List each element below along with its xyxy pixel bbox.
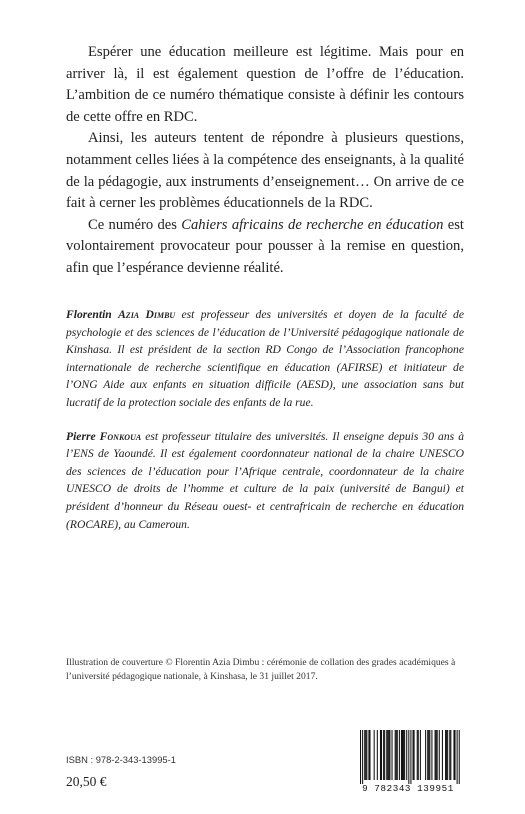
barcode-bar: [413, 730, 414, 780]
barcode-bar: [401, 730, 402, 780]
barcode-bar: [427, 730, 428, 780]
barcode-bar: [404, 730, 405, 780]
barcode-bar: [380, 730, 381, 780]
barcode-number: 9 782343 139951: [362, 783, 454, 794]
barcode-bar: [450, 730, 451, 780]
barcode-bar: [414, 730, 415, 780]
barcode-bar: [399, 730, 400, 780]
barcode-bar: [384, 730, 385, 780]
isbn-label: ISBN : 978-2-343-13995-1: [66, 754, 176, 765]
author-2-surname: Fonkoua: [99, 429, 142, 443]
blurb-paragraph-3-end: est volontairement provocateur pour pousser à la remise en question, afin que l’espérance devienne réalité.: [66, 216, 464, 276]
barcode-bar: [406, 730, 407, 780]
barcode-bar: [429, 730, 430, 780]
barcode-bar: [425, 730, 426, 780]
barcode-bar: [389, 730, 390, 780]
barcode-bar: [365, 730, 366, 780]
barcode-bar: [397, 730, 398, 780]
barcode-bar: [369, 730, 370, 780]
barcode-bar: [445, 730, 446, 780]
author-2-first-name: Pierre: [66, 429, 100, 443]
barcode-bar: [388, 730, 389, 780]
author-1-name: [66, 308, 175, 321]
barcode-bar: [435, 730, 436, 780]
barcode-bar: [410, 730, 411, 784]
author-bio-2: [66, 428, 464, 534]
barcode-bar: [439, 730, 440, 780]
barcode: [348, 730, 468, 796]
author-2-bio-text: est professeur titulaire des universités. Il enseigne depuis 30 ans à l’ENS de Yaoundé. Il est également coordonnateur national de la chaire UNESCO des sciences de l’éducation pour l’Afrique centrale, coordonnateur de la chaire UNESCO de droits de l’homme et culture de la paix (université de Bangui) et président d’honneur du Réseau ouest- et centrafricain de recherche en éducation (ROCARE), au Cameroun.: [66, 429, 464, 531]
barcode-bar: [446, 730, 447, 780]
barcode-bar: [431, 730, 432, 780]
journal-title: Cahiers africains de recherche en éducation: [181, 216, 444, 233]
barcode-bar: [402, 730, 403, 780]
barcode-bar: [366, 730, 367, 780]
author-1-first-name: Florentin: [66, 308, 119, 321]
barcode-bars: [348, 730, 468, 786]
blurb-paragraph-2: Ainsi, les auteurs tentent de répondre à plusieurs questions, notamment celles liées à la compétence des enseignants, à la qualité de la pédagogie, aux instruments d’enseignement… On arrive de ce fait à cerner les problèmes éducationnels de la RDC.: [66, 130, 464, 212]
barcode-bar: [395, 730, 396, 780]
barcode-bar: [386, 730, 387, 780]
barcode-bar: [449, 730, 450, 780]
barcode-bar: [420, 730, 421, 780]
barcode-bar: [455, 730, 456, 780]
blurb-paragraph-1: Espérer une éducation meilleure est légitime. Mais pour en arriver là, il est également question de l’offre de l’éducation. L’ambition de ce numéro thématique consiste à définir les contours de cette offre en RDC.: [66, 44, 464, 125]
barcode-bar: [360, 730, 361, 784]
barcode-bar: [374, 730, 375, 780]
barcode-bar: [459, 730, 460, 784]
barcode-bar: [392, 730, 393, 780]
author-1-surname: Azia Dimbu: [118, 308, 176, 321]
author-bios: [66, 306, 464, 549]
barcode-bar: [381, 730, 382, 780]
barcode-bar: [362, 730, 363, 784]
barcode-bar: [437, 730, 438, 780]
price-label: 20,50 €: [66, 774, 107, 789]
barcode-bar: [368, 730, 369, 780]
author-2-name: [66, 430, 141, 443]
barcode-bar: [396, 730, 397, 780]
barcode-bar: [453, 730, 454, 780]
barcode-bar: [364, 730, 365, 780]
book-blurb: [66, 42, 464, 280]
barcode-bar: [447, 730, 448, 780]
barcode-bar: [428, 730, 429, 780]
barcode-bar: [442, 730, 443, 780]
blurb-paragraph-3: [66, 215, 464, 280]
author-bio-1: [66, 306, 464, 412]
blurb-paragraph-3-start: Ce numéro des: [88, 216, 182, 233]
barcode-bar: [418, 730, 419, 780]
barcode-bar: [436, 730, 437, 780]
barcode-bar: [403, 730, 404, 780]
barcode-bar: [408, 730, 409, 784]
cover-illustration-credit: Illustration de couverture © Florentin Azia Dimbu : cérémonie de collation des grades académiques à l’université pédagogique nationale, à Kinshasa, le 31 juillet 2017.: [66, 657, 456, 682]
barcode-bar: [417, 730, 418, 780]
author-1-bio-text: est professeur des universités et doyen de la faculté de psychologie et des sciences de l’éducation de l’Université pédagogique nationale de Kinshasa. Il est président de la section RD Congo de l’Association francophone internationale de recherche scientifique en éducation (AFIRSE) et initiateur de l’ONG Aide aux enfants en situation difficile (AESD), une association sans but lucratif de la protection sociale des enfants de la rue.: [66, 308, 464, 409]
barcode-bar: [383, 730, 384, 780]
barcode-bar: [377, 730, 378, 780]
barcode-bar: [457, 730, 458, 784]
barcode-bar: [387, 730, 388, 780]
